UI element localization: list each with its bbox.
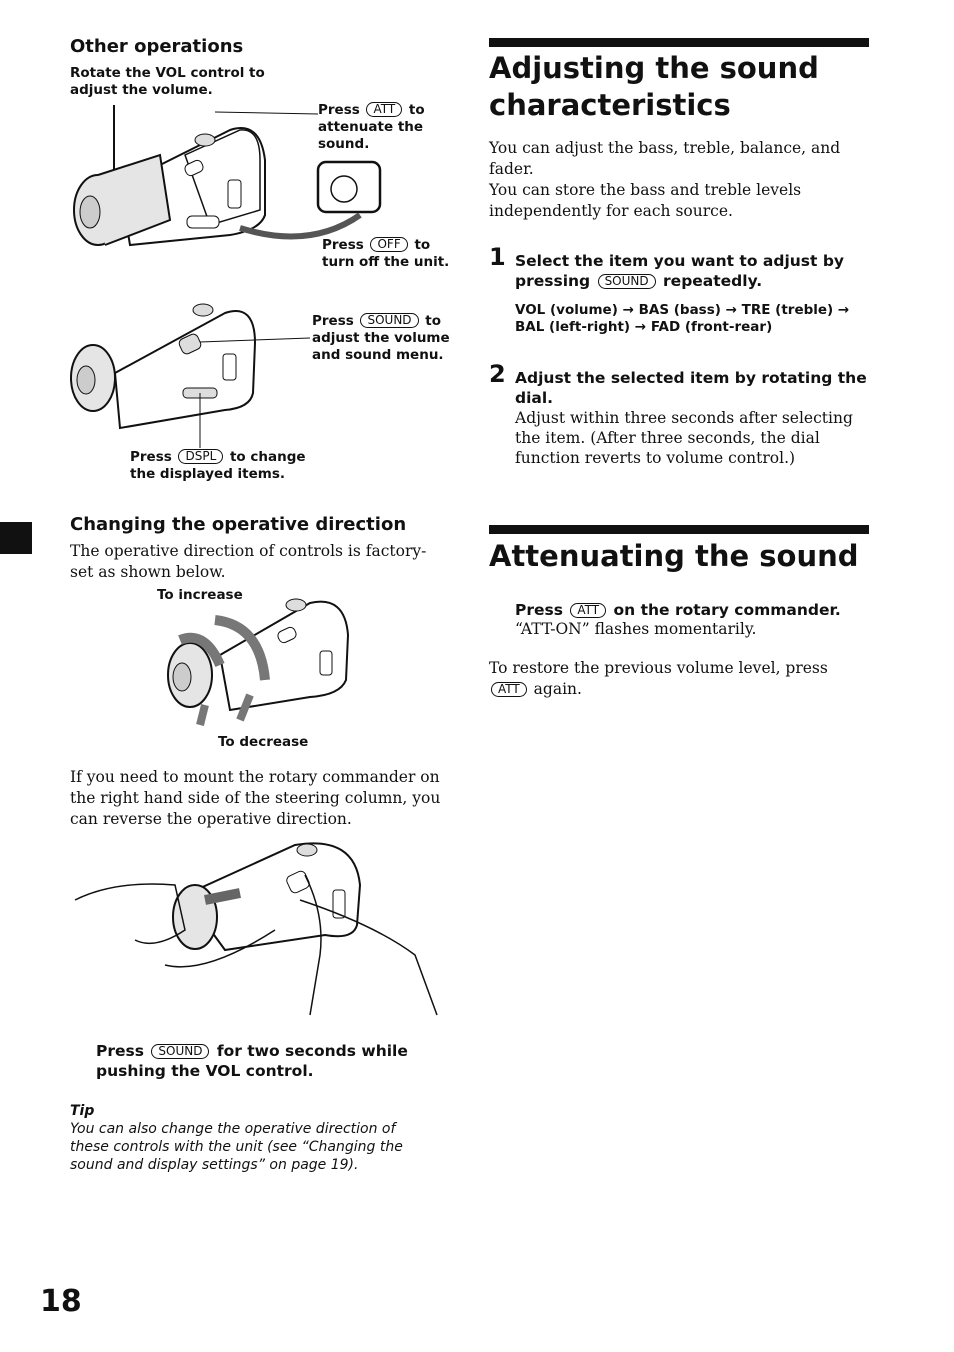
vol-caption-line1: Rotate the VOL control to [70, 65, 265, 81]
step2-body-line3: function reverts to volume control.) [515, 449, 796, 467]
tip-line1: You can also change the operative direction of [70, 1121, 396, 1137]
att-caption-line3: sound. [318, 136, 370, 152]
step1-pre: pressing [515, 272, 591, 290]
tip-line3: sound and display settings” on page 19). [70, 1157, 359, 1173]
att-caption-post: to [408, 102, 425, 118]
restore-line1: To restore the previous volume level, press [489, 659, 828, 677]
dspl-caption-line2: the displayed items. [130, 466, 286, 482]
step1-post: repeatedly. [663, 272, 763, 290]
operative-direction-intro [70, 541, 426, 583]
sound-caption-pre: Press [312, 313, 354, 329]
sound-caption-line3: and sound menu. [312, 347, 444, 363]
section-tab-marker [0, 522, 32, 554]
reverse-para-line1: If you need to mount the rotary commander on [70, 768, 440, 786]
restore-volume-note [489, 658, 828, 700]
att-key-restore: ATT [491, 682, 527, 697]
step2-line1: Adjust the selected item by rotating the [515, 369, 867, 387]
hand-pressing-illustration [75, 835, 445, 1020]
sequence-line1: VOL (volume) → BAS (bass) → TRE (treble) → [515, 302, 850, 318]
tip-label: Tip [70, 1103, 95, 1119]
reverse-para-line2: the right hand side of the steering column, you [70, 789, 441, 807]
to-decrease-label: To decrease [218, 734, 309, 750]
attenuating-sound-title: Attenuating the sound [489, 539, 859, 573]
att-caption-line2: attenuate the [318, 119, 424, 135]
operative-direction-heading: Changing the operative direction [70, 514, 407, 535]
off-key: OFF [370, 237, 407, 252]
dspl-caption-pre: Press [130, 449, 172, 465]
dspl-caption-post: to change [229, 449, 306, 465]
direction-intro-line1: The operative direction of controls is factory- [70, 542, 427, 560]
att-caption-pre: Press [318, 102, 360, 118]
page-number: 18 [40, 1284, 82, 1319]
other-operations-heading: Other operations [70, 36, 244, 57]
sound-key-reverse: SOUND [151, 1044, 209, 1059]
off-caption-post: to [414, 237, 431, 253]
reverse-direction-paragraph [70, 767, 440, 830]
section-rule-attenuate [489, 525, 869, 534]
sound-item-sequence [515, 302, 849, 336]
adjust-intro-line2: fader. [489, 160, 534, 178]
reverse-para-line3: can reverse the operative direction. [70, 810, 352, 828]
adjust-intro-line4: independently for each source. [489, 202, 733, 220]
dspl-caption [130, 449, 306, 483]
tip-block [70, 1102, 403, 1174]
step-1-number: 1 [489, 243, 506, 271]
step-2-text [515, 368, 867, 408]
sound-key-step1: SOUND [598, 274, 656, 289]
sound-caption [312, 313, 450, 364]
vol-control-caption [70, 65, 265, 99]
step2-body-line2: the item. (After three seconds, the dial [515, 429, 820, 447]
step-1-text [515, 251, 844, 291]
step1-line1: Select the item you want to adjust by [515, 252, 845, 270]
attenuate-instruction [515, 600, 841, 620]
reverse-instruction [96, 1041, 408, 1081]
reverse-press-post: for two seconds while [216, 1042, 408, 1060]
to-increase-label: To increase [157, 587, 243, 603]
adjust-intro-line1: You can adjust the bass, treble, balance, and [489, 139, 841, 157]
attenuate-press-pre: Press [515, 601, 563, 619]
step-2-body [515, 408, 853, 468]
dspl-key: DSPL [178, 449, 223, 464]
direction-intro-line2: set as shown below. [70, 563, 226, 581]
att-key-attenuate: ATT [570, 603, 606, 618]
section-rule-adjust [489, 38, 869, 47]
step2-line2: dial. [515, 389, 554, 407]
step2-body-line1: Adjust within three seconds after selecting [515, 409, 853, 427]
adjust-title-line1: Adjusting the sound [489, 51, 819, 85]
adjust-title-line2: characteristics [489, 88, 731, 122]
sound-caption-line2: adjust the volume [312, 330, 450, 346]
reverse-press-pre: Press [96, 1042, 144, 1060]
reverse-press-line2: pushing the VOL control. [96, 1062, 314, 1080]
off-caption-line2: turn off the unit. [322, 254, 450, 270]
adjust-intro-line3: You can store the bass and treble levels [489, 181, 802, 199]
restore-post: again. [533, 680, 582, 698]
step-2-number: 2 [489, 360, 506, 388]
sound-caption-post: to [425, 313, 441, 329]
adjusting-sound-title [489, 50, 819, 124]
adjust-intro [489, 138, 840, 222]
tip-line2: these controls with the unit (see “Changing the [70, 1139, 403, 1155]
rotary-commander-illustration-1 [60, 100, 390, 250]
rotary-commander-illustration-2 [65, 298, 315, 448]
vol-caption-line2: adjust the volume. [70, 82, 213, 98]
off-caption-pre: Press [322, 237, 364, 253]
sound-key: SOUND [360, 313, 418, 328]
attenuate-press-post: on the rotary commander. [613, 601, 841, 619]
sequence-line2: BAL (left-right) → FAD (front-rear) [515, 319, 773, 335]
att-on-flash-note: “ATT-ON” flashes momentarily. [515, 620, 757, 638]
att-key: ATT [366, 102, 402, 117]
direction-illustration [160, 595, 355, 735]
